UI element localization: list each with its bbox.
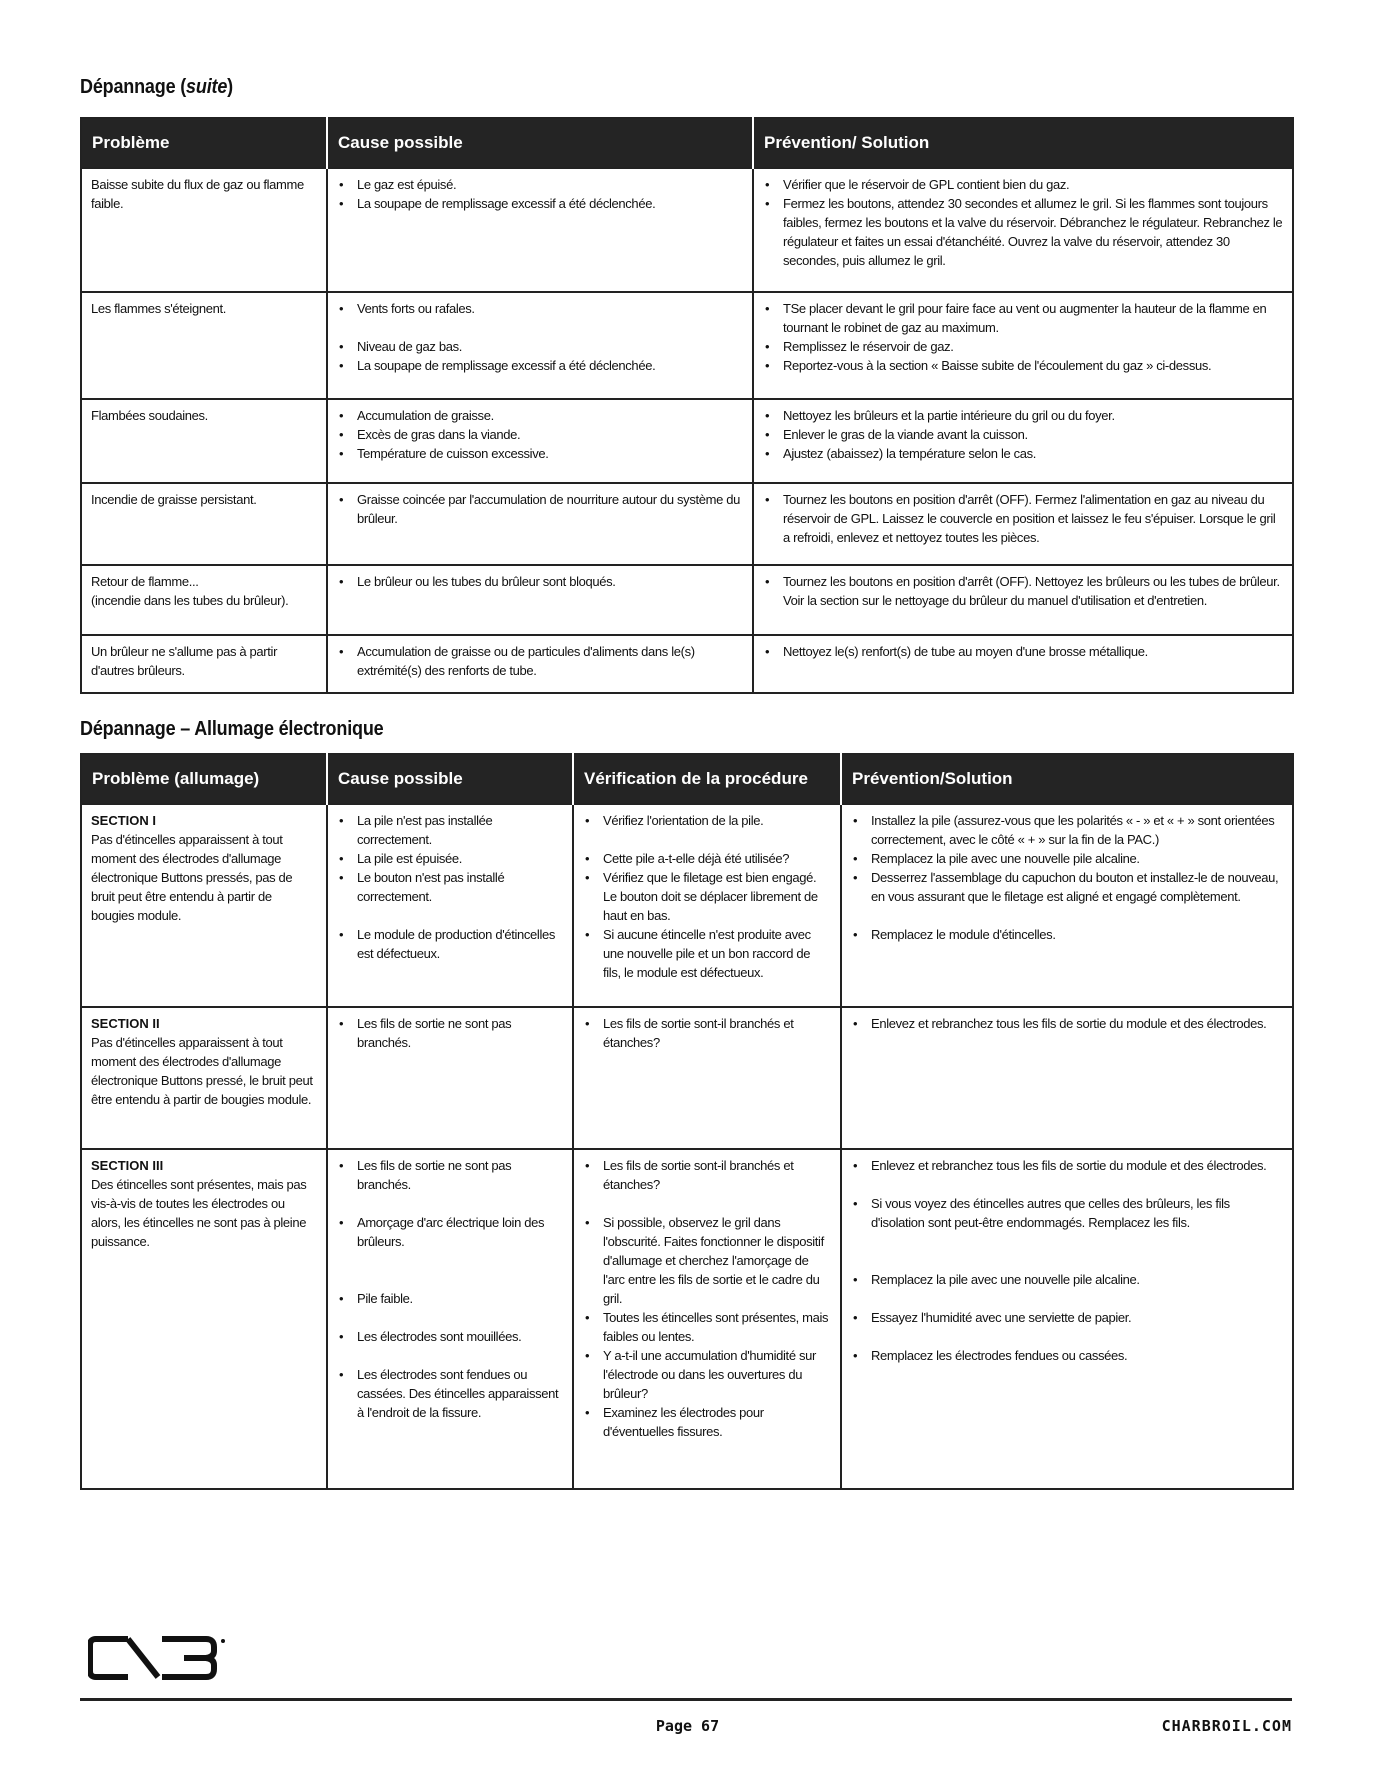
cause-item: • Le gaz est épuisé. (337, 175, 743, 194)
website: CHARBROIL.COM (1161, 1717, 1292, 1735)
solution-item: • TSe placer devant le gril pour faire face au vent ou augmenter la hauteur de la flamme en tournant le robinet de gaz au maximum. (763, 299, 1283, 337)
cause-item: • La pile est épuisée. (337, 849, 563, 868)
cause-item: • Le brûleur ou les tubes du brûleur sont bloqués. (337, 572, 743, 591)
cause-item: • Excès de gras dans la viande. (337, 425, 743, 444)
solution-cell (753, 168, 1293, 292)
solution-cell (753, 399, 1293, 483)
table-row (81, 635, 1293, 693)
col-header-cause: Cause possible (327, 754, 573, 804)
table-row (81, 168, 1293, 292)
solution-item: • Reportez-vous à la section « Baisse subite de l'écoulement du gaz » ci-dessus. (763, 356, 1283, 375)
check-cell (573, 1007, 841, 1149)
cause-item: • Accumulation de graisse. (337, 406, 743, 425)
solution-item: • Remplacez le module d'étincelles. (851, 925, 1283, 944)
solution-cell (753, 292, 1293, 399)
solution-cell (753, 635, 1293, 693)
problem-cell: Un brûleur ne s'allume pas à partir d'autres brûleurs. (81, 635, 327, 693)
cause-item: • Pile faible. (337, 1289, 563, 1308)
solution-cell (841, 1007, 1293, 1149)
solution-item: • Enlever le gras de la viande avant la cuisson. (763, 425, 1283, 444)
cause-item: • La pile n'est pas installée correctement. (337, 811, 563, 849)
table-row (81, 292, 1293, 399)
solution-item: • Nettoyez les brûleurs et la partie intérieure du gril ou du foyer. (763, 406, 1283, 425)
cause-cell (327, 1007, 573, 1149)
solution-item: • Fermez les boutons, attendez 30 secondes et allumez le gril. Si les flammes sont toujours faibles, fermez les boutons et la valve du réservoir. Débranchez le régulateur. Rebranchez le régulateur et faites un essai d'étanchéité. Ouvrez la valve du réservoir, attendez 30 secondes, puis allumez le gril. (763, 194, 1283, 270)
problem-cell: Retour de flamme... (incendie dans les tubes du brûleur). (81, 565, 327, 635)
table-row (81, 483, 1293, 565)
problem-cell: SECTION II Pas d'étincelles apparaissent à tout moment des électrodes d'allumage électronique Buttons pressé, le bruit peut être entendu à partir de bougies module. (81, 1007, 327, 1149)
cause-item: • Accumulation de graisse ou de particules d'aliments dans le(s) extrémité(s) des renforts de tube. (337, 642, 743, 680)
cause-item: • Les fils de sortie ne sont pas branchés. (337, 1014, 563, 1052)
check-item: • Toutes les étincelles sont présentes, mais faibles ou lentes. (583, 1308, 831, 1346)
cause-item: • Les électrodes sont fendues ou cassées. Des étincelles apparaissent à l'endroit de la fissure. (337, 1365, 563, 1422)
col-header-problem: Problème (allumage) (81, 754, 327, 804)
cause-cell (327, 635, 753, 693)
cause-cell (327, 804, 573, 1007)
cause-item: • La soupape de remplissage excessif a été déclenchée. (337, 194, 743, 213)
solution-item: • Nettoyez le(s) renfort(s) de tube au moyen d'une brosse métallique. (763, 642, 1283, 661)
cause-item: • Vents forts ou rafales. (337, 299, 743, 318)
solution-item: • Essayez l'humidité avec une serviette de papier. (851, 1308, 1283, 1327)
solution-cell (841, 1149, 1293, 1489)
col-header-solution: Prévention/ Solution (753, 118, 1293, 168)
check-item: • Si aucune étincelle n'est produite avec une nouvelle pile et un bon raccord de fils, le module est défectueux. (583, 925, 831, 982)
check-item: • Vérifiez que le filetage est bien engagé. Le bouton doit se déplacer librement de haut en bas. (583, 868, 831, 925)
table-row (81, 399, 1293, 483)
cause-item: • Les fils de sortie ne sont pas branchés. (337, 1156, 563, 1194)
problem-cell: Incendie de graisse persistant. (81, 483, 327, 565)
solution-item: • Remplacez les électrodes fendues ou cassées. (851, 1346, 1283, 1365)
check-item: • Si possible, observez le gril dans l'obscurité. Faites fonctionner le dispositif d'allumage et cherchez l'amorçage de l'arc entre les fils de sortie et le cadre du gril. (583, 1213, 831, 1308)
table1-title: Dépannage (suite) (80, 76, 233, 98)
check-item: • Y a-t-il une accumulation d'humidité sur l'électrode ou dans les ouvertures du brûleur? (583, 1346, 831, 1403)
troubleshooting-table (80, 117, 1294, 694)
problem-cell: SECTION III Des étincelles sont présentes, mais pas vis-à-vis de toutes les électrodes ou alors, les étincelles ne sont pas à pleine puissance. (81, 1149, 327, 1489)
cause-item: • Niveau de gaz bas. (337, 337, 743, 356)
solution-item: • Remplissez le réservoir de gaz. (763, 337, 1283, 356)
cause-item: • La soupape de remplissage excessif a été déclenchée. (337, 356, 743, 375)
solution-item: • Enlevez et rebranchez tous les fils de sortie du module et des électrodes. (851, 1156, 1283, 1175)
col-header-solution: Prévention/Solution (841, 754, 1293, 804)
charbroil-logo (88, 1633, 228, 1683)
problem-cell: SECTION I Pas d'étincelles apparaissent à tout moment des électrodes d'allumage électronique Buttons pressés, pas de bruit peut être entendu à partir de bougies module. (81, 804, 327, 1007)
check-item: • Examinez les électrodes pour d'éventuelles fissures. (583, 1403, 831, 1441)
table-row (81, 565, 1293, 635)
col-header-cause: Cause possible (327, 118, 753, 168)
table-row (81, 1149, 1293, 1489)
cause-item: • Les électrodes sont mouillées. (337, 1327, 563, 1346)
check-item: • Les fils de sortie sont-il branchés et étanches? (583, 1014, 831, 1052)
solution-item: • Tournez les boutons en position d'arrêt (OFF). Fermez l'alimentation en gaz au niveau du réservoir de GPL. Laissez le couvercle en position et laissez le feu s'épuiser. Lorsque le gril a refroidi, enlevez et nettoyez toutes les pièces. (763, 490, 1283, 547)
table2-title: Dépannage – Allumage électronique (80, 718, 384, 740)
table-row (81, 804, 1293, 1007)
col-header-problem: Problème (81, 118, 327, 168)
cause-cell (327, 483, 753, 565)
check-item: • Les fils de sortie sont-il branchés et étanches? (583, 1156, 831, 1194)
solution-cell (841, 804, 1293, 1007)
solution-item: • Si vous voyez des étincelles autres que celles des brûleurs, les fils d'isolation sont peut-être endommagés. Remplacez les fils. (851, 1194, 1283, 1232)
cause-item: • Graisse coincée par l'accumulation de nourriture autour du système du brûleur. (337, 490, 743, 528)
col-header-check: Vérification de la procédure (573, 754, 841, 804)
footer-rule (80, 1698, 1292, 1701)
solution-item: • Vérifier que le réservoir de GPL contient bien du gaz. (763, 175, 1283, 194)
solution-item: • Tournez les boutons en position d'arrêt (OFF). Nettoyez les brûleurs ou les tubes de brûleur. Voir la section sur le nettoyage du brûleur du manuel d'utilisation et d'entretien. (763, 572, 1283, 610)
table-row (81, 1007, 1293, 1149)
cause-cell (327, 565, 753, 635)
page-number: Page 67 (655, 1717, 720, 1735)
cause-cell (327, 399, 753, 483)
cause-cell (327, 1149, 573, 1489)
check-item: • Vérifiez l'orientation de la pile. (583, 811, 831, 830)
check-cell (573, 1149, 841, 1489)
solution-cell (753, 483, 1293, 565)
problem-cell: Les flammes s'éteignent. (81, 292, 327, 399)
check-cell (573, 804, 841, 1007)
ignition-troubleshooting-table (80, 753, 1294, 1490)
cause-item: • Le module de production d'étincelles est défectueux. (337, 925, 563, 963)
solution-item: • Remplacez la pile avec une nouvelle pile alcaline. (851, 849, 1283, 868)
problem-cell: Flambées soudaines. (81, 399, 327, 483)
cause-cell (327, 292, 753, 399)
solution-item: • Installez la pile (assurez-vous que les polarités « - » et « + » sont orientées correctement, avec le côté « + » sur la fin de la PAC.) (851, 811, 1283, 849)
cause-item: • Le bouton n'est pas installé correctement. (337, 868, 563, 906)
solution-item: • Ajustez (abaissez) la température selon le cas. (763, 444, 1283, 463)
solution-cell (753, 565, 1293, 635)
cause-item: • Amorçage d'arc électrique loin des brûleurs. (337, 1213, 563, 1251)
cause-item: • Température de cuisson excessive. (337, 444, 743, 463)
solution-item: • Enlevez et rebranchez tous les fils de sortie du module et des électrodes. (851, 1014, 1283, 1033)
problem-cell: Baisse subite du flux de gaz ou flamme faible. (81, 168, 327, 292)
solution-item: • Desserrez l'assemblage du capuchon du bouton et installez-le de nouveau, en vous assurant que le filetage est aligné et engagé complètement. (851, 868, 1283, 906)
cause-cell (327, 168, 753, 292)
solution-item: • Remplacez la pile avec une nouvelle pile alcaline. (851, 1270, 1283, 1289)
check-item: • Cette pile a-t-elle déjà été utilisée? (583, 849, 831, 868)
